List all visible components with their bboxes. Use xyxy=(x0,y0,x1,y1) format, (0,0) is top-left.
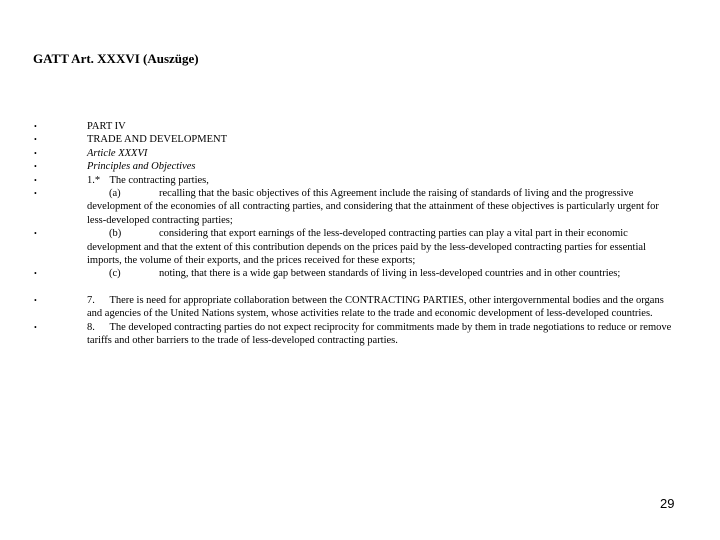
paragraph-1 xyxy=(87,174,674,187)
subparagraph-a xyxy=(87,187,674,227)
paragraph-text: There is need for appropriate collaboration between the CONTRACTING PARTIES, other intergovernmental bodies and the organs and agencies of the United Nations system, whose activities relate to the trade and economic development of less-developed countries. xyxy=(87,294,664,320)
bullet: • xyxy=(34,148,37,158)
article-label: Article XXXVI xyxy=(87,147,148,159)
bullet: • xyxy=(34,189,37,199)
bullet: • xyxy=(34,135,37,145)
list-item-sub-c xyxy=(34,267,674,280)
spacer xyxy=(34,281,674,294)
paragraph-7 xyxy=(87,294,674,321)
part-label: PART IV xyxy=(87,121,126,132)
subparagraph-b xyxy=(87,227,674,267)
paragraph-number: 1.* xyxy=(87,174,101,186)
paragraph-text: The developed contracting parties do not expect reciprocity for commitments made by them in trade negotiations to reduce or remove tariffs and other barriers to the trade of less-developed contracting parties. xyxy=(87,321,672,347)
paragraph-number: 7. xyxy=(87,294,95,306)
bullet: • xyxy=(34,122,37,131)
paragraph-8 xyxy=(87,321,674,348)
subparagraph-text: considering that export earnings of the less-developed contracting parties can play a vital part in their economic development and that the extent of this contribution depends on the prices paid by the less-developed contracting parties for essential imports, the volume of their exports, and the prices received for these exports; xyxy=(87,228,646,267)
subparagraph-c xyxy=(87,267,674,280)
subparagraph-letter: (a) xyxy=(109,188,121,200)
list-item-para-8 xyxy=(34,321,674,348)
list-item-article xyxy=(34,147,674,160)
bullet: • xyxy=(34,295,37,305)
paragraph-number: 8. xyxy=(87,321,95,333)
list-item-part xyxy=(34,120,674,133)
subparagraph-text: recalling that the basic objectives of this Agreement include the raising of standards of living and the progressive development of the economies of all contracting parties, and considering that the attainment of these objectives is particularly urgent for less-developed contracting parties; xyxy=(87,188,659,226)
bullet: • xyxy=(34,162,37,172)
subparagraph-letter: (b) xyxy=(109,228,122,240)
bullet: • xyxy=(34,269,37,279)
document-body xyxy=(34,120,674,348)
bullet: • xyxy=(34,322,37,332)
subparagraph-letter: (c) xyxy=(109,268,121,280)
slide-title: GATT Art. XXXVI (Auszüge) xyxy=(33,51,199,66)
subparagraph-text: noting, that there is a wide gap between standards of living in less-developed countries and in other countries; xyxy=(159,268,621,280)
list-item-contracting xyxy=(34,174,674,187)
bullet: • xyxy=(34,175,37,185)
list-item-para-7 xyxy=(34,294,674,321)
bullet: • xyxy=(34,229,37,239)
list-item-heading xyxy=(34,133,674,146)
part-heading: TRADE AND DEVELOPMENT xyxy=(87,134,227,146)
list-item-sub-b xyxy=(34,227,674,267)
page-number: 29 xyxy=(660,496,675,511)
list-item-sub-a xyxy=(34,187,674,227)
paragraph-text: The contracting parties, xyxy=(109,174,209,186)
principles-heading: Principles and Objectives xyxy=(87,161,196,173)
list-item-principles xyxy=(34,160,674,173)
